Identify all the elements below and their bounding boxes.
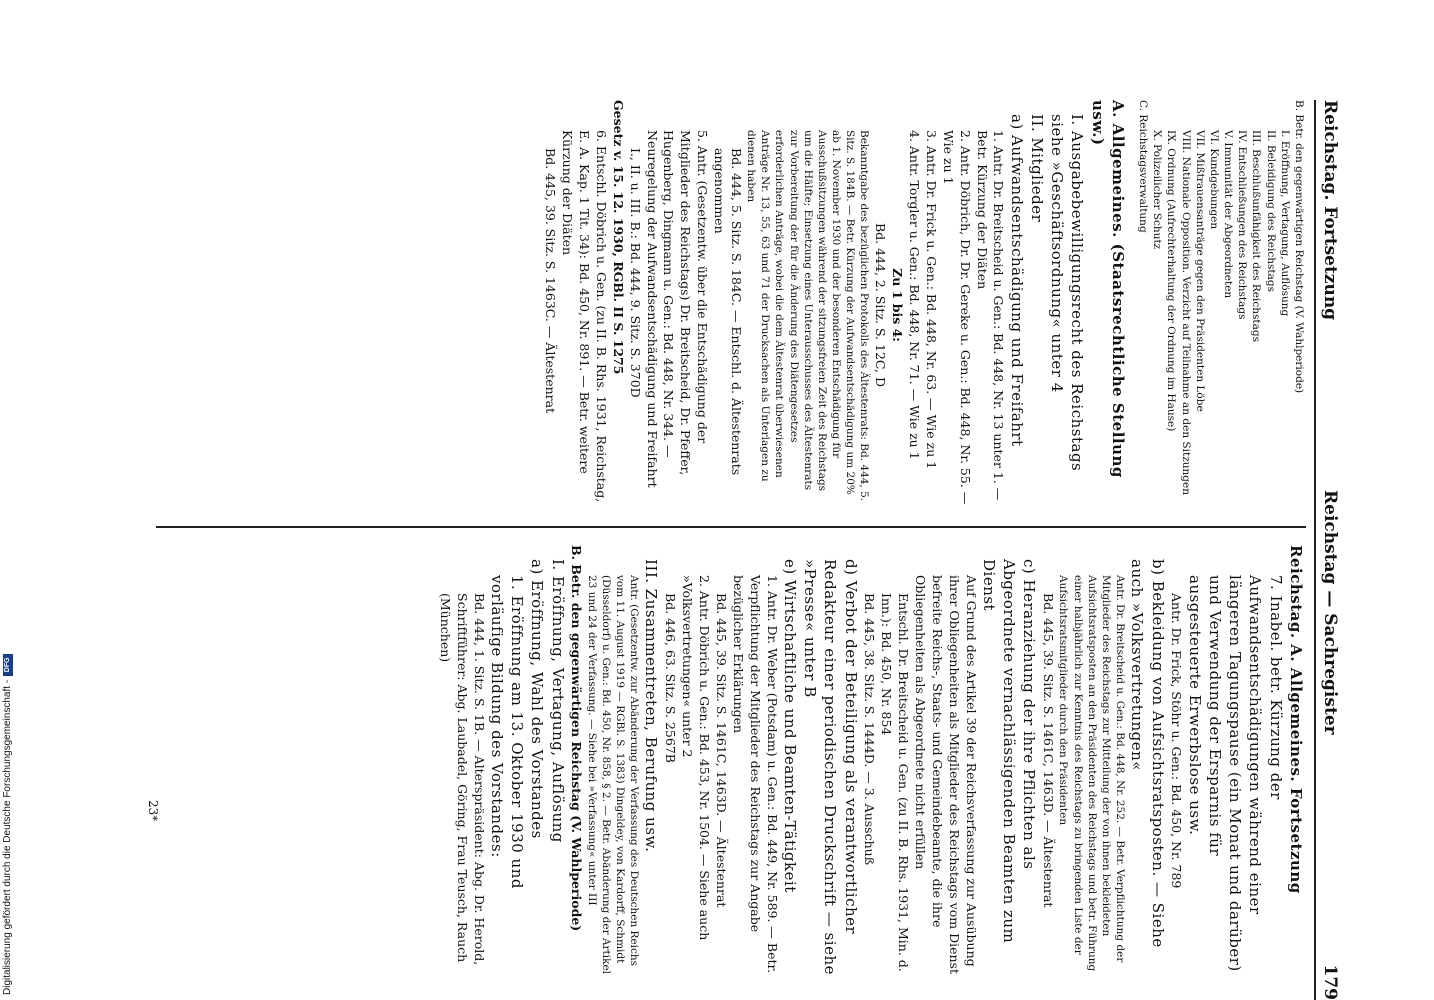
- index-entry: [1128, 100, 1136, 510]
- index-entry: Zu 1 bis 4:: [890, 268, 906, 342]
- index-entry: II. Mitglieder: [1027, 114, 1046, 223]
- index-entry: Bd. 445, 38. Sitz. S. 1444D. — 3. Ausschuß: [862, 593, 878, 866]
- index-entry: e) Wirtschaftliche und Beamten-Tätigkeit: [780, 559, 799, 893]
- page-number: 179: [1320, 964, 1340, 1000]
- dfg-logo-icon: DFG: [3, 654, 13, 676]
- index-entry: Bd. 444, 1. Sitz. S. 1B. — Alterspräsident: Abg. Dr. Herold, Schriftführer: Abg. Laubadel, Göring, Frau Teusch, Rauch (München): [437, 593, 487, 970]
- index-entry: Antr. Dr. Frick, Stöhr u. Gen.: Bd. 450, Nr. 789: [1169, 593, 1185, 889]
- index-entry: Antr. Dr. Breitscheid u. Gen.: Bd. 448, Nr. 252. — Betr. Verpflichtung der Mitglieder des Reichstags zur Mitteilung der von ihnen bekleideten Aufsichtsratsposten an den Präsidenten des Reichstags und betr. Führung einer halbjährlich zur Kenntnis des Reichstags zu bringenden Liste der Aufsichtsratsmitglieder durch den Präsidenten: [1057, 575, 1127, 975]
- index-entry: VI. Kundgebungen: [1207, 130, 1220, 230]
- index-entry: 2. Antr. Döbrich u. Gen.: Bd. 453, Nr. 1504. — Siehe auch »Volksvertretungen« unter 2: [680, 575, 713, 945]
- index-entry: 6. Entschl. Döbrich u. Gen. (zu II. B. Rhs. 1931, Reichstag, E. A. Kap. 1 Tit. 34): Bd. 450, Nr. 891. — Betr. weitere Kürzung der Diäten: [560, 130, 609, 507]
- funding-text: Digitalisierung gefördert durch die Deutsche Forschungsgemeinschaft -: [2, 679, 13, 995]
- header-title: Reichstag — Sachregister: [1320, 490, 1340, 735]
- index-entry: d) Verbot der Beteiligung als verantwortlicher Redakteur einer periodischen Druckschrift — siehe »Presse« unter B: [801, 559, 860, 981]
- index-entry: IV. Entschließungen des Reichstags: [1236, 130, 1249, 320]
- index-entry: Entschl. Dr. Breitscheid u. Gen. (zu II. B. Rhs. 1931, Min. d. Inn.): Bd. 450, Nr. 854: [879, 593, 912, 976]
- index-entry: c) Heranziehung der ihre Pflichten als Abgeordnete vernachlässigenden Beamten zum Dienst: [979, 559, 1039, 949]
- index-entry: Bekanntgabe des bezüglichen Protokolls des Ältestenrats: Bd. 444, 5. Sitz. S. 184B. — Betr. Kürzung der Aufwandsentschädigung um 20% ab 1. November 1930 und der besonderen Entschädigung für Ausschußsitzungen während der sitzungsfreien Zeit des Reichstags um die Hälfte; Einsetzung eines Unterausschusses des Ältestenrats zur Vorbereitung der für die Änderung des Diätengesetzes erforderlichen Anträge, wobei die dem Ältestenrat überwiesenen Anträge Nr. 13, 55, 63 und 71 der Drucksachen als Unterlagen zu dienen haben: [745, 130, 871, 505]
- page-header: [1316, 100, 1340, 1000]
- header-rule: [1314, 100, 1316, 1000]
- index-entry: Bd. 445, 39. Sitz. S. 1461C, 1463D. — Ältestenrat: [713, 593, 729, 908]
- funding-notice: [2, 654, 13, 995]
- index-entry: a) Eröffnung, Wahl des Vorstandes: [528, 559, 547, 839]
- index-entry: b) Bekleidung von Aufsichtsratsposten. — Siehe auch »Volksvertretungen«: [1128, 559, 1167, 954]
- index-entry: Bd. 445, 39. Sitz. S. 1461C, 1463D. — Ältestenrat: [1041, 593, 1057, 908]
- index-entry: Bd. 444, 5. Sitz. S. 184C. — Entschl. d. Ältestenrats angenommen: [712, 148, 744, 480]
- index-entry: II. Beleidigung des Reichstags: [1264, 130, 1277, 292]
- rotated-document-page: [140, 100, 1340, 1000]
- index-entry: Auf Grund des Artikel 39 der Reichsverfassung zur Ausübung ihrer Obliegenheiten als Mitglieder des Reichstags vom Dienst befreite Reichs-, Staats- und Gemeindebeamte, die ihre Obliegenheiten als Abgeordnete nicht erfüllen: [913, 575, 979, 978]
- index-entry: 3. Antr. Dr. Frick u. Gen.: Bd. 448, Nr. 63. — Wie zu 1: [923, 130, 939, 470]
- index-entry: 1. Eröffnung am 13. Oktober 1930 und vorläufige Bildung des Vorstandes:: [487, 575, 527, 895]
- right-column: [436, 545, 1306, 981]
- index-entry: Bd. 446, 63. Sitz. S. 2567B: [663, 593, 679, 763]
- index-entry: 1. Antr. Dr. Weber (Potsdam) u. Gen.: Bd. 449, Nr. 589. — Betr. Verpflichtung der Mitglieder des Reichstags zur Angabe bezüglicher Erklärungen: [730, 575, 780, 978]
- index-entry: 1. Antr. Dr. Breitscheid u. Gen.: Bd. 448, Nr. 13 unter 1. — Betr. Kürzung der Diäten: [974, 130, 1007, 505]
- index-entry: a) Aufwandsentschädigung und Freifahrt: [1007, 114, 1026, 447]
- left-column: [541, 100, 1306, 510]
- index-entry: B. Betr. den gegenwärtigen Reichstag (V. Wahlperiode): [1293, 100, 1305, 394]
- index-entry: Reichstag. A. Allgemeines. Fortsetzung: [1287, 545, 1305, 894]
- index-entry: Antr. (Gesetzentw. zur Abänderung der Verfassung des Deutschen Reichs vom 11. August 1919 — RGBl. S. 1383) Dingeldey, von Kardorff, Schmidt (Düsseldorf) u. Gen.: Bd. 450, Nr. 858, § 2. — Betr. Abänderung der Artikel 23 und 24 der Verfassung. — Siehe bei »Verfassung« unter III: [585, 575, 641, 978]
- index-entry: 2. Antr. Döbrich, Dr. Dr. Gereke u. Gen.: Bd. 448, Nr. 55. — Wie zu 1: [940, 130, 973, 509]
- index-entry: 5. Antr. (Gesetzentw. über die Entschädigung der Mitglieder des Reichstags) Dr. Breitscheid, Dr. Pfeffer, Hugenberg, Dingmann u. Gen.: Bd. 448, Nr. 344. — Neuregelung der Aufwandsentschädigung und Freifahrt: [644, 130, 711, 488]
- index-entry: III. Zusammentreten, Berufung usw.: [642, 559, 661, 853]
- index-entry: I. Eröffnung, Vertagung, Auflösung: [1278, 130, 1291, 317]
- header-left: Reichstag. Fortsetzung: [1320, 100, 1340, 321]
- index-entry: B. Betr. den gegenwärtigen Reichstag (V. Wahlperiode): [569, 545, 585, 932]
- index-entry: V. Immunität der Abgeordneten: [1222, 130, 1235, 299]
- index-entry: VIII. Nationale Opposition. Verzicht auf Teilnahme an den Sitzungen: [1179, 130, 1192, 495]
- index-entry: IX. Ordnung (Aufrechterhaltung der Ordnung im Hause): [1165, 130, 1178, 432]
- index-entry: I. Ausgabebewilligungsrecht des Reichstags siehe »Geschäftsordnung« unter 4: [1048, 114, 1087, 477]
- index-entry: VII. Mißtrauensanträge gegen den Präsidenten Löbe: [1193, 130, 1206, 412]
- index-entry: Bd. 445, 39. Sitz. S. 1463C. — Ältestenrat: [543, 148, 559, 414]
- index-entry: A. Allgemeines. (Staatsrechtliche Stellung usw.): [1088, 100, 1127, 484]
- index-entry: X. Polizeilicher Schutz: [1151, 130, 1164, 250]
- index-entry: 7. Inabel. betr. Kürzung der Aufwandsentschädigungen während einer längeren Tagungspause (ein Monat und darüber) und Verwendung der Ersparnis für ausgesteuerte Erwerbslose usw.: [1185, 575, 1285, 978]
- column-divider: [156, 526, 1306, 528]
- index-entry: Bd. 444, 2. Sitz. S. 12C, D: [873, 222, 889, 387]
- footer-page-number: 23*: [146, 800, 160, 822]
- index-entry: C. Reichstagsverwaltung: [1137, 100, 1150, 233]
- index-entry: Gesetz v. 15. 12. 1930, RGBl. II S. 1275: [610, 100, 626, 375]
- index-entry: III. Beschlußunfähigkeit des Reichstags: [1250, 130, 1263, 342]
- index-entry: 4. Antr. Torgler u. Gen.: Bd. 448, Nr. 71. — Wie zu 1: [907, 130, 923, 460]
- index-entry: I. Eröffnung, Vertagung, Auflösung: [548, 559, 567, 843]
- index-entry: I., II. u. III. B.: Bd. 444, 9. Sitz. S. 370D: [627, 148, 643, 398]
